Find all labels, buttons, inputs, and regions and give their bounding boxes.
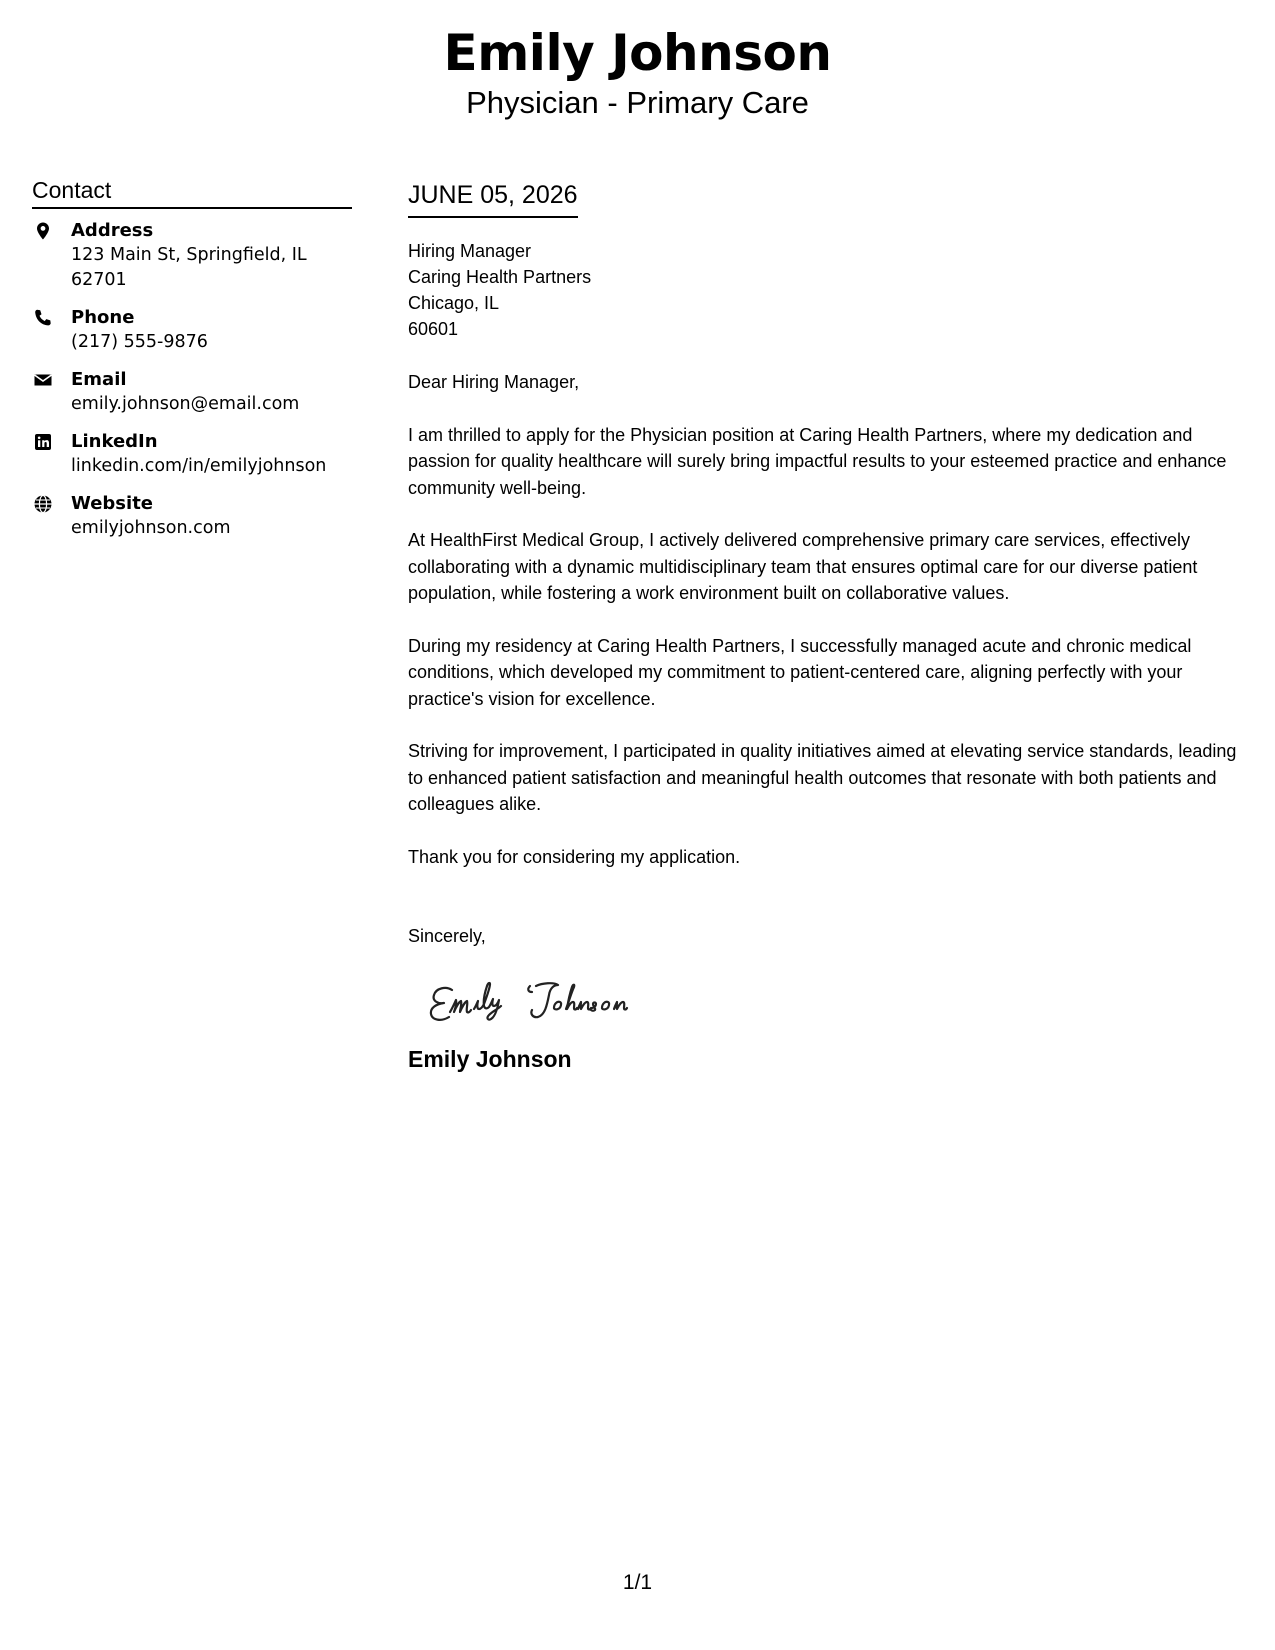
body-paragraph: Thank you for considering my application. — [408, 846, 741, 867]
body-paragraph: I am thrilled to apply for the Physician position at Caring Health Partners, where my dedication and passion for quality healthcare will surely bring impactful results to your esteemed practice and enhance community well-being. — [408, 424, 1227, 498]
handwritten-signature — [426, 972, 1248, 1032]
website-label: Website — [71, 493, 154, 514]
email-value: emily.johnson@email.com — [71, 394, 300, 414]
recipient-block — [408, 238, 1248, 342]
signer-name: Emily Johnson — [408, 1045, 572, 1072]
recipient-line: Chicago, IL — [408, 293, 500, 313]
applicant-name: Emily Johnson — [443, 24, 832, 82]
email-label: Email — [71, 369, 127, 390]
recipient-line: 60601 — [408, 319, 459, 339]
closing: Sincerely, — [408, 926, 486, 946]
phone-icon — [33, 308, 53, 328]
phone-value: (217) 555-9876 — [71, 332, 208, 352]
phone-label: Phone — [71, 307, 135, 328]
contact-item-email — [32, 368, 352, 417]
body-paragraph: Striving for improvement, I participated in quality initiatives aimed at elevating service standards, leading to enhanced patient satisfaction and meaningful health outcomes that resonate with both patients and colleagues alike. — [408, 741, 1237, 814]
page-number: 1/1 — [622, 1571, 653, 1594]
salutation: Dear Hiring Manager, — [408, 372, 580, 392]
contact-item-linkedin — [32, 430, 352, 479]
globe-icon — [33, 494, 53, 514]
contact-item-phone — [32, 306, 352, 355]
applicant-title: Physician - Primary Care — [466, 85, 809, 120]
letter-header — [0, 22, 1275, 122]
recipient-line: Hiring Manager — [408, 241, 532, 261]
address-value: 123 Main St, Springfield, IL 62701 — [71, 245, 307, 290]
contact-heading: Contact — [32, 175, 352, 209]
map-pin-icon — [33, 221, 53, 241]
recipient-line: Caring Health Partners — [408, 267, 592, 287]
contact-item-address — [32, 219, 352, 293]
linkedin-icon — [33, 432, 53, 452]
body-paragraph: During my residency at Caring Health Partners, I successfully managed acute and chronic medical conditions, which developed my commitment to patient-centered care, aligning perfectly with your practice's vision for excellence. — [408, 635, 1192, 709]
body-paragraph: At HealthFirst Medical Group, I actively delivered comprehensive primary care services, effectively collaborating with a dynamic multidisciplinary team that ensures optimal care for our diverse patient population, while fostering a work environment built on collaborative values. — [408, 530, 1198, 603]
letter-body — [408, 178, 1248, 1074]
letter-date: JUNE 05, 2026 — [408, 178, 578, 218]
linkedin-label: LinkedIn — [71, 431, 158, 452]
address-label: Address — [71, 220, 154, 241]
linkedin-value: linkedin.com/in/emilyjohnson — [71, 456, 327, 476]
contact-item-website — [32, 492, 352, 541]
envelope-icon — [33, 370, 53, 390]
contact-sidebar — [32, 175, 352, 554]
website-value: emilyjohnson.com — [71, 518, 231, 538]
